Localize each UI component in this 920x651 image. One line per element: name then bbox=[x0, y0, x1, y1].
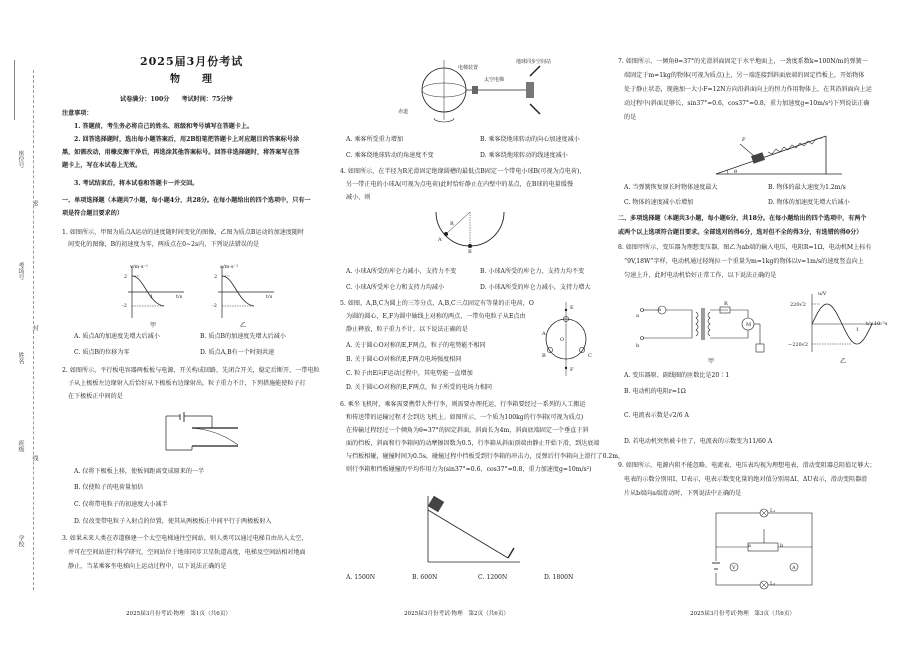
q8-ammeter: a bbox=[658, 307, 661, 313]
q1-label-jia: 甲 bbox=[150, 322, 157, 329]
q1-tick-2: 2 bbox=[124, 274, 128, 280]
notes-heading: 注意事项： bbox=[62, 110, 93, 117]
q9-stem: 9. 如图所示，电源内阻不能忽略，电流表、电压表均视为理想电表，滑动变阻器总阻值足够大； bbox=[618, 462, 876, 469]
field-school: 学校 bbox=[17, 535, 24, 547]
note-item: 1. 答题前，考生务必将自己的姓名、班级和考号填写在答题卡上。 bbox=[74, 123, 254, 130]
q8-label-r: R bbox=[724, 301, 728, 307]
q4-option-d: D. 小球A所受的库仑力减小，支持力增大 bbox=[480, 284, 591, 291]
q7-label-theta: θ bbox=[734, 169, 738, 175]
q3-label-station: 地球同步空间站 bbox=[516, 59, 552, 65]
q5-circle-charges bbox=[538, 300, 598, 378]
q8-stem: 匀速上升，此时电动机恰好正常工作，以下说法正确的是 bbox=[624, 272, 777, 279]
q5-label-a: A bbox=[542, 331, 546, 337]
q7-option-a: A. 当弹簧恢复原长时物体速度最大 bbox=[624, 184, 718, 191]
q3-label-elevator: 电梯装置 bbox=[458, 65, 479, 71]
note-item: 2. 回答选择题时，选出每小题答案后，用2B铅笔把答题卡上对应题目的答案标号涂 bbox=[74, 136, 300, 143]
q4-label-a: A bbox=[438, 237, 442, 243]
q3-stem: 并可在空间站进行科学研究，空间站位于地球同步卫星轨道高度，电梯及空间站相对地面 bbox=[68, 549, 306, 556]
field-name: 姓名 bbox=[17, 352, 24, 364]
q5-option-b: B. 关于圆心O对称的E,F两点电场强度相同 bbox=[346, 356, 462, 363]
q8-option-c: C. 电流表示数是√2/6 A bbox=[624, 412, 689, 419]
q4-stem: 减小、则 bbox=[346, 194, 371, 201]
q9-label-l1: L₁ bbox=[770, 508, 776, 514]
q1-option-b: B. 质点B的加速度先增大后减小 bbox=[200, 333, 286, 340]
footer-page-1: 2025届3月份考试·物理 第1页（共6页） bbox=[126, 611, 232, 617]
column-2 bbox=[338, 0, 625, 651]
q8-neg-peak: −220√2 bbox=[788, 342, 809, 348]
note-item: 3. 考试结束后，将本试卷和答题卡一并交回。 bbox=[74, 180, 199, 187]
q3-stem: 3. 如果未来人类在赤道修建一个太空电梯通往空间站，则人类可以通过电梯自由出入太空， bbox=[62, 535, 308, 542]
q8-stem: 8. 如图甲所示，变压器为理想变压器，图乙为ab端的输入电压，电阻R=1Ω，电动机M上标有 bbox=[618, 244, 872, 251]
q1-stem: 1. 如图所示，甲图为质点A运动的速度随时间变化的图像，乙图为质点B运动的加速度随时 bbox=[62, 229, 305, 236]
q9-label-b: b bbox=[780, 543, 784, 549]
q7-stem: 处于静止状态，现施加一大小F=12N方向沿斜面向上的恒力作用物体上，在其沿斜面向上运 bbox=[624, 86, 872, 93]
note-item: 题卡上，写在本试卷上无效。 bbox=[62, 162, 142, 169]
q7-option-c: C. 物体的速度减小后增加 bbox=[624, 199, 694, 206]
q9-stem: 片从b端向a端滑动时，下列说法中正确的是 bbox=[624, 490, 742, 497]
q8-option-a: A. 变压器原、副线圈的匝数比是20∶1 bbox=[624, 372, 730, 379]
q2-option-c: C. 仅将带电粒子的初速度大小减半 bbox=[74, 501, 168, 508]
q7-stem: 7. 如图所示，一倾角θ=37°的光滑斜面固定于水平地面上，一劲度系数k=100N/m的弹簧一 bbox=[618, 58, 868, 65]
q4-stem: 4. 如图所示，在半径为R光滑固定绝缘圆槽的最低点B固定一个带电小球B(可视为点电荷)， bbox=[340, 168, 586, 175]
q5-stem: 为圆的圆心，E,F为圆中轴线上对称的两点，一带负电粒子从E点由 bbox=[346, 313, 526, 320]
q9-label-l2: L₂ bbox=[770, 581, 776, 587]
q6-stem: 6. 乘坐飞机时，乘客需要携带大件行李，则需要办理托运，行李箱要经过一系列的人工搬运 bbox=[340, 401, 586, 408]
q3-option-b: B. 乘客绕地球转动的向心加速度减小 bbox=[480, 136, 580, 143]
q5-label-e: E bbox=[570, 305, 574, 311]
binding-margin bbox=[0, 0, 46, 651]
q8-label-yi: 乙 bbox=[840, 358, 847, 365]
mark-feng: 封 bbox=[31, 325, 38, 331]
q4-option-c: C. 小球A所受库仑力和支持力均减小 bbox=[346, 284, 445, 291]
q8-option-d: D. 若电动机突然被卡住了，电流表的示数变为11/60 A bbox=[624, 438, 773, 445]
q3-option-c: C. 乘客绕地球转动的角速度不变 bbox=[346, 152, 434, 159]
q1-v-axis: v/m·s⁻¹ bbox=[130, 264, 149, 270]
q8-label-m: M bbox=[746, 322, 752, 328]
q5-option-a: A. 关于圆心O对称的E,F两点，粒子的电势能不相同 bbox=[346, 342, 486, 349]
q8-t-axis: t/×10⁻²s bbox=[866, 321, 888, 327]
exam-title: 2025届3月份考试 bbox=[140, 55, 244, 68]
q2-option-d: D. 仅改变带电粒子入射点的位置，使其从两极板正中间平行于两极板射入 bbox=[74, 518, 272, 525]
q1-tick-2b: 2 bbox=[214, 274, 218, 280]
q8-peak: 220√2 bbox=[790, 302, 806, 308]
section1-heading: 一、单项选择题（本题共7小题，每小题4分，共28分。在每小题给出的四个选项中，只有一 bbox=[62, 197, 311, 204]
column-3 bbox=[618, 0, 902, 651]
q6-option-d: D. 1800N bbox=[544, 574, 574, 581]
q7-option-b: B. 物体的最大速度为1.2m/s bbox=[768, 184, 846, 191]
field-line bbox=[14, 60, 15, 120]
mark-mi: 密 bbox=[31, 200, 38, 206]
exam-subject: 物 理 bbox=[170, 74, 218, 85]
q4-label-r: R bbox=[450, 221, 454, 227]
q9-voltmeter: V bbox=[732, 565, 736, 571]
q6-option-b: B. 600N bbox=[412, 574, 438, 581]
q9-circuit-diagram bbox=[708, 505, 818, 591]
q2-option-a: A. 仅将下极板上移，使板间距离变成原来的一半 bbox=[74, 468, 205, 475]
field-seat: 座位号 bbox=[17, 150, 24, 168]
field-room: 考场号 bbox=[17, 262, 24, 280]
q1-t-axis-b: t/s bbox=[266, 294, 273, 300]
q4-option-b: B. 小球A所受的库仑力、支持力均不变 bbox=[480, 268, 585, 275]
q3-option-a: A. 乘客所受重力增加 bbox=[346, 136, 404, 143]
q1-stem: 间变化的图像，B的初速度为零，两质点在0~2s内，下列说法错误的是 bbox=[68, 241, 260, 248]
q5-label-o: O bbox=[560, 337, 565, 343]
q2-stem: 子从上极板左边缘射入后恰好从下极板右边缘射出，粒子重力不计，下列措施能使粒子打 bbox=[68, 380, 306, 387]
section1-heading-cont: 项是符合题目要求的） bbox=[62, 210, 123, 217]
q2-capacitor-diagram bbox=[152, 412, 242, 456]
q5-option-c: C. 粒子由E向F运动过程中，其电势能一直增加 bbox=[346, 370, 473, 377]
section2-heading-cont: 或两个以上选项符合题目要求。全部选对的得6分，选对但不全的得3分，有选错的得0分） bbox=[618, 229, 863, 236]
q4-option-a: A. 小球A所受的库仑力减小，支持力不变 bbox=[346, 268, 457, 275]
q1-tick-1: 1 bbox=[150, 294, 154, 300]
q7-stem: 端固定于m=1kg的物体(可视为质点)上，另一端连接到斜面底端的固定挡板上，开始物体 bbox=[624, 72, 865, 79]
q6-option-c: C. 1200N bbox=[478, 574, 508, 581]
q2-stem: 在下极板正中间的是 bbox=[68, 393, 123, 400]
q6-stem: 和传送带的运输过程才会到达飞机上。如图所示，一个质为100kg的行李箱(可视为质点) bbox=[346, 414, 584, 421]
q1-option-c: C. 质点B的位移为零 bbox=[74, 349, 130, 356]
q8-tick-1: 1 bbox=[856, 327, 860, 333]
q1-graph-yi bbox=[208, 262, 278, 320]
q6-stem: 面的挡板，斜面和行李箱间的动摩擦因数为0.5，行李箱从斜面顶端由静止开始下滑，到达底端 bbox=[346, 440, 600, 447]
q1-t-axis: t/s bbox=[176, 294, 183, 300]
q7-label-f: F bbox=[742, 137, 746, 143]
q2-option-b: B. 仅使粒子的电荷量加倍 bbox=[74, 484, 144, 491]
q3-label-cable: 太空电梯 bbox=[484, 77, 505, 83]
exam-info: 试卷满分：100分 考试时间：75分钟 bbox=[120, 96, 233, 103]
q7-stem: 动过程中(斜面足够长，sin37°=0.6，cos37°=0.8，重力加速度g=10m/s²)下列说法正确 bbox=[624, 100, 870, 107]
q5-option-d: D. 关于圆心O对称的E,F两点，粒子所受的电场力相同 bbox=[346, 384, 493, 391]
q6-stem: 则行李箱和挡板碰撞的平均作用力为(sin37°=0.6，cos37°=0.8，重力加速度g=10m/s²) bbox=[346, 466, 592, 473]
q8-terminal-b: b bbox=[636, 343, 640, 349]
q7-stem: 的是 bbox=[624, 114, 637, 121]
q8-option-b: B. 电动机的电阻r=1Ω bbox=[624, 388, 686, 395]
q8-label-jia: 甲 bbox=[708, 358, 715, 365]
q6-incline-diagram bbox=[424, 488, 524, 568]
q9-ammeter: A bbox=[792, 565, 796, 571]
q8-terminal-a: a bbox=[636, 313, 639, 319]
footer-page-2: 2025届3月份考试·物理 第2页（共6页） bbox=[404, 611, 510, 617]
q1-option-a: A. 质点A的加速度先增大后减小 bbox=[74, 333, 160, 340]
q9-stem: 电表的示数分别用I、U表示，电表示数变化量的绝对值分别用ΔI、ΔU表示，滑动变阻器滑 bbox=[624, 476, 868, 483]
column-1 bbox=[58, 0, 326, 651]
q1-a-axis: a/m·s⁻² bbox=[220, 264, 239, 270]
section2-heading: 二、多项选择题（本题共3小题，每小题6分，共18分。在每小题给出的四个选项中，有两个 bbox=[618, 215, 867, 222]
q1-option-d: D. 质点A,B有一个时刻共速 bbox=[200, 349, 275, 356]
q6-option-a: A. 1500N bbox=[346, 574, 376, 581]
note-item: 黑，如需改动，用橡皮擦干净后，再选涂其他答案标号。回答非选择题时，将答案写在答 bbox=[62, 149, 300, 156]
mark-xian: 线 bbox=[31, 455, 38, 461]
q8-stem: “9V,18W”字样，电动机通过轻绳拉一个重量为m=1kg的物体以v=1m/s的速度竖直向上 bbox=[624, 258, 864, 265]
q6-stem: 与挡板相碰，碰撞时间为0.5s，碰撞过程中挡板受到行李箱的冲击力，反弹后行李箱向上滑行了0.2m， bbox=[346, 453, 625, 460]
q3-option-d: D. 乘客绕地球转动的线速度减小 bbox=[480, 152, 568, 159]
q5-stem: 5. 如图，A,B,C为圆上的三等分点，A,B,C三点固定有等量的正电荷，O bbox=[340, 300, 534, 307]
field-class: 班级 bbox=[17, 440, 24, 452]
q3-label-equator: 赤道 bbox=[398, 109, 409, 115]
q3-stem: 静止，当某乘客坐电梯向上运动过程中，以下说法正确的是 bbox=[68, 563, 227, 570]
q1-label-yi: 乙 bbox=[240, 322, 247, 329]
q5-label-c: C bbox=[588, 353, 592, 359]
q4-stem: 另一带正电的小球A(可视为点电荷)此时恰好静止在内壁中的某点，在B球的电量缓慢 bbox=[346, 181, 573, 188]
footer-page-3: 2025届3月份考试·物理 第3页（共6页） bbox=[690, 611, 796, 617]
q1-tick-neg2b: -2 bbox=[212, 303, 217, 309]
q5-label-f: F bbox=[570, 367, 574, 373]
q7-option-d: D. 物体的加速度先增大后减小 bbox=[768, 199, 850, 206]
q9-label-a: a bbox=[748, 543, 751, 549]
q8-u-axis: u/V bbox=[818, 291, 827, 297]
q2-stem: 2. 如图所示，平行板电容器两板板与电源、开关构成回路，先闭合开关，稳定后断开，一带电粒 bbox=[62, 367, 320, 374]
q1-graph-jia bbox=[118, 262, 188, 320]
q6-stem: 在传输过程经过一个倾角为θ=37°的固定斜面，斜面长为4m，斜面底端固定一个垂直于斜 bbox=[346, 427, 589, 434]
q1-tick-neg2: -2 bbox=[122, 303, 127, 309]
q5-label-b: B bbox=[542, 353, 546, 359]
q4-label-b: B bbox=[468, 249, 472, 255]
q5-stem: 静止释放，粒子重力不计，以下说法正确的是 bbox=[346, 326, 468, 333]
